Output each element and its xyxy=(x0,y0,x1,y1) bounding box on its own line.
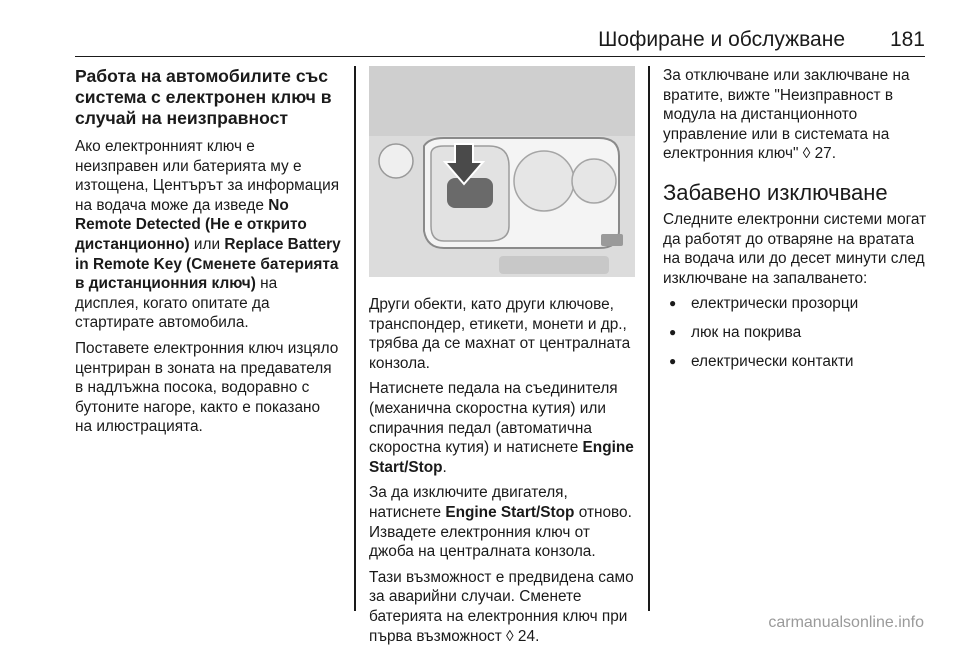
paragraph-remove-objects: Други обекти, като други ключове, транспондер, етикети, монети и др., трябва да се махнат от централната конзола. xyxy=(369,296,631,372)
paragraph-key-failure: Ако електронният ключ е неизправен или батерията му е изтощена, Центърът за информация на водача може да изведе No Remote Detected (Не е открито дистанционно) или Replace Battery in Remote Key (Сменете батерията в дистанционния ключ) на дисплея, когато опитате да стартирате автомобила. xyxy=(75,138,341,332)
paragraph-press-pedal: Натиснете педала на съединителя (механична скоростна кутия) или спирачния педал (автоматична скоростна кутия) и натиснете Engine Start/Stop. xyxy=(369,380,634,476)
page-reference-27[interactable]: ◊ 27 xyxy=(802,145,832,163)
paragraph-delayed-off: Следните електронни системи могат да работят до отваряне на вратата на водача или до десет минути след изключване на запалването: xyxy=(663,210,927,287)
systems-list xyxy=(663,294,929,371)
button-name-engine-start-stop: Engine Start/Stop xyxy=(369,439,634,476)
list-item: ● електрически прозорци xyxy=(663,294,929,314)
column-divider-2 xyxy=(648,66,650,611)
message-replace-battery: Replace Battery in Remote Key (Сменете батерията в дистанционния ключ) xyxy=(75,235,341,293)
column-left xyxy=(75,66,341,443)
section-heading-delayed-off: Забавено изключване xyxy=(663,179,888,205)
list-item: ● електрически контакти xyxy=(663,352,929,372)
page-reference-24[interactable]: ◊ 24 xyxy=(506,627,536,645)
paragraph-emergency-note: Тази възможност е предвидена само за аварийни случаи. Сменете батерията на електронния ключ при първа възможност ◊ 24. xyxy=(369,568,634,645)
console-key-illustration xyxy=(369,66,635,277)
running-title: Шофиране и обслужване xyxy=(598,28,845,51)
column-middle xyxy=(369,66,635,652)
column-right xyxy=(663,66,929,380)
paragraph-key-placement: Поставете електронния ключ изцяло центриран в зоната на предавателя в надлъжна посока, водоравно с бутоните нагоре, както е показано на илюстрацията. xyxy=(75,339,339,436)
button-name-engine-start-stop-2: Engine Start/Stop xyxy=(445,503,575,521)
watermark: carmanualsonline.info xyxy=(768,614,924,631)
page-header xyxy=(75,22,925,57)
paragraph-door-lock: За отключване или заключване на вратите, вижте "Неизправност в модула на дистанционното управление или в системата на електронния ключ" ◊ 27. xyxy=(663,67,910,163)
paragraph-stop-engine: За да изключите двигателя, натиснете Engine Start/Stop отново. Извадете електронния ключ от джоба на централната конзола. xyxy=(369,484,632,561)
column-divider xyxy=(354,66,356,611)
page-number: 181 xyxy=(889,28,925,51)
section-heading-malfunction: Работа на автомобилите със система с електронен ключ в случай на неизправност xyxy=(75,66,332,128)
message-no-remote: No Remote Detected (Не е открито дистанционно) xyxy=(75,196,307,253)
list-item: ● люк на покрива xyxy=(663,323,929,343)
